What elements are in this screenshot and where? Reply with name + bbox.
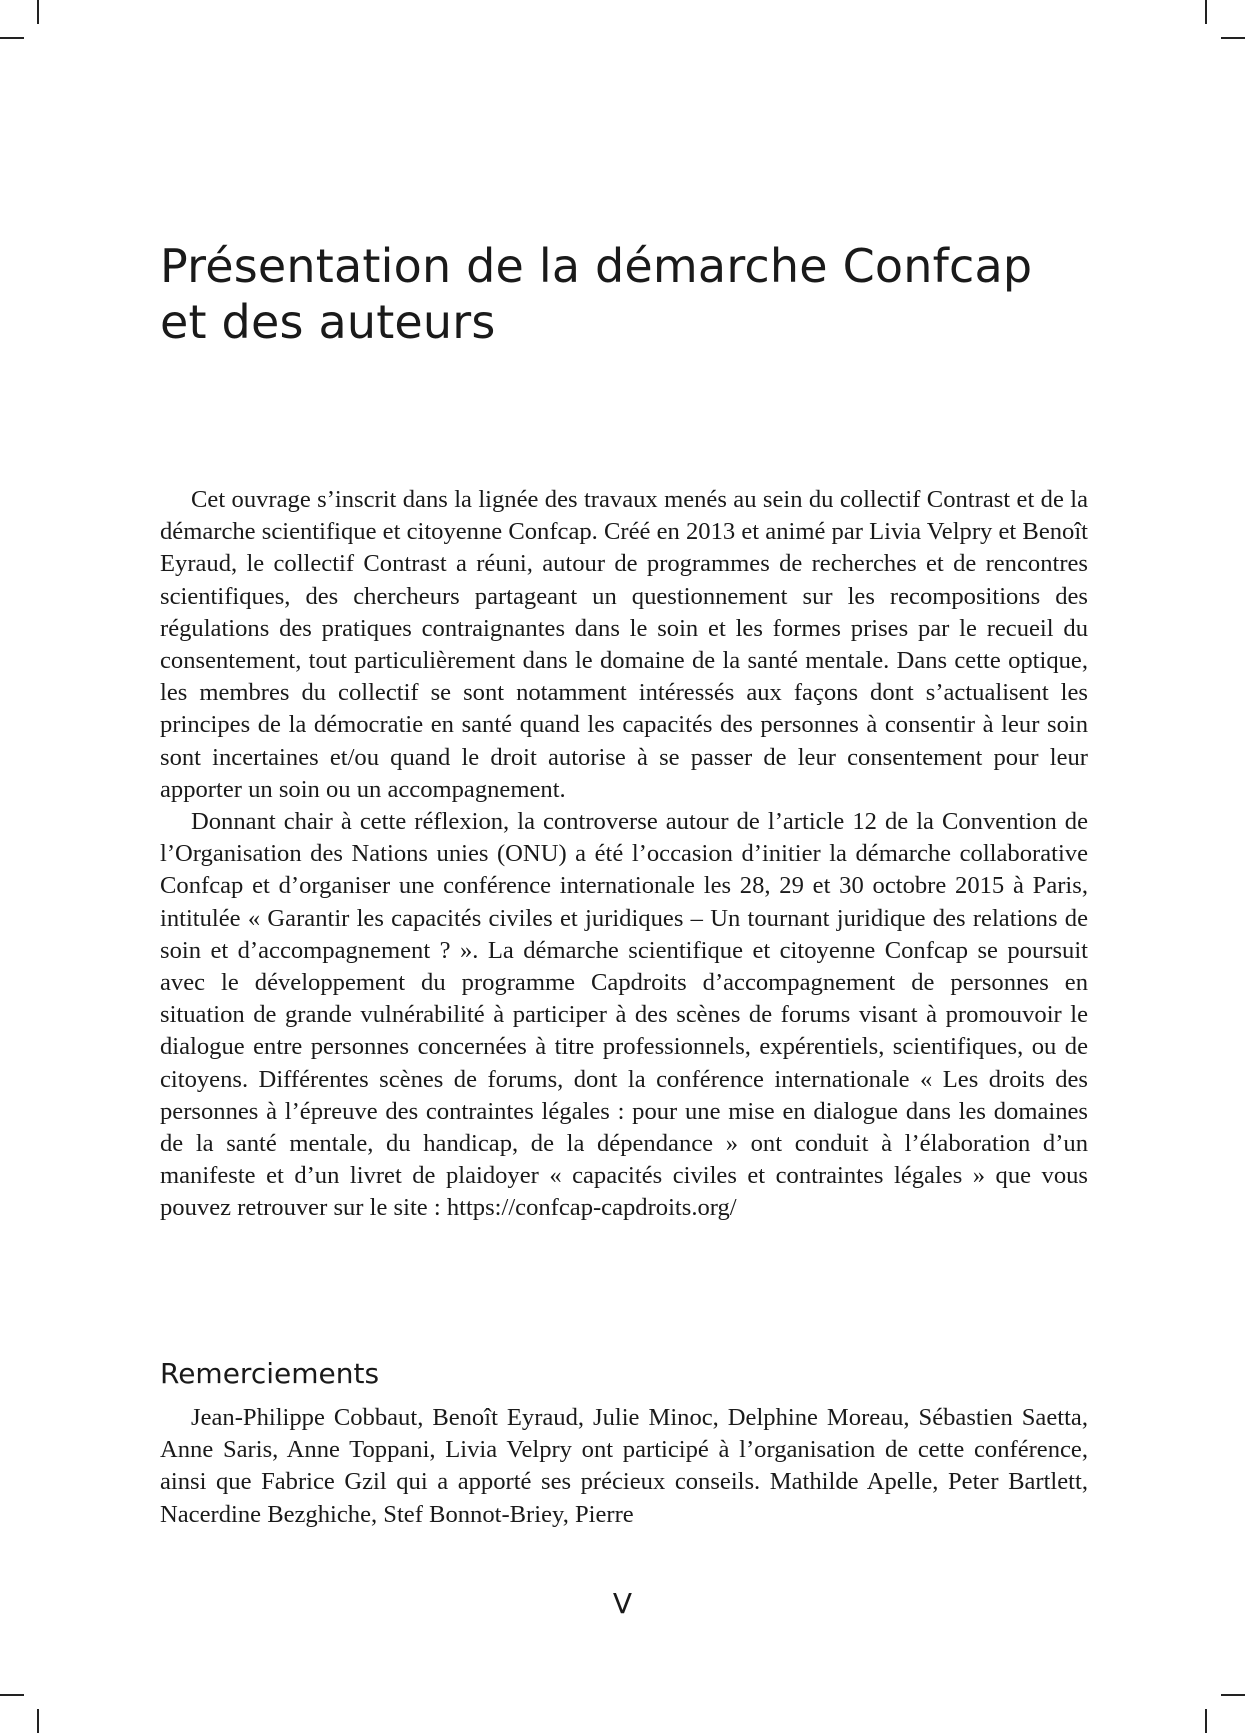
intro-text (160, 484, 1088, 1225)
crop-mark-bottom-right (1205, 1709, 1207, 1733)
page-title (160, 238, 1120, 350)
page-number: V (612, 1587, 633, 1620)
crop-mark-top-left (37, 0, 39, 24)
intro-paragraph-2: Donnant chair à cette réflexion, la controverse autour de l’article 12 de la Convention de l’Organisation des Nations unies (ONU) a été l’occasion d’initier la démarche collaborative Confcap et d’organiser une conférence internationale les 28, 29 et 30 octobre 2015 à Paris, intitulée « Garantir les capacités civiles et juridiques – Un tournant juridique des relations de soin et d’accompagnement ? ». La démarche scientifique et citoyenne Confcap se poursuit avec le développement du programme Capdroits d’accompagnement de personnes en situation de grande vulnérabilité à participer à des scènes de forums visant à promouvoir le dialogue entre personnes concernées à titre professionnels, expérentiels, scientifiques, ou de citoyens. Différentes scènes de forums, dont la conférence internationale « Les droits des personnes à l’épreuve des contraintes légales : pour une mise en dialogue dans les domaines de la santé mentale, du handicap, de la dépendance » ont conduit à l’élaboration d’un manifeste et d’un livret de plaidoyer « capacités civiles et contraintes légales » que vous pouvez retrouver sur le site : https://confcap-capdroits.org/ (160, 808, 1088, 1222)
intro-paragraph-1: Cet ouvrage s’inscrit dans la lignée des travaux menés au sein du collectif Contrast et de la démarche scientifique et citoyenne Confcap. Créé en 2013 et animé par Livia Velpry et Benoît Eyraud, le collectif Contrast a réuni, autour de programmes de recherches et de rencontres scientifiques, des chercheurs partageant un questionnement sur les recompositions des régulations des pratiques contraignantes dans le soin et les formes prises par le recueil du consentement, tout particulièrement dans le domaine de la santé mentale. Dans cette optique, les membres du collectif se sont notamment intéressés aux façons dont s’actualisent les principes de la démocratie en santé quand les capacités des personnes à consentir à leur soin sont incertaines et/ou quand le droit autorise à se passer de leur consentement pour leur apporter un soin ou un accompagnement. (160, 486, 1088, 803)
thanks-paragraph: Jean-Philippe Cobbaut, Benoît Eyraud, Julie Minoc, Delphine Moreau, Sébastien Saetta, Anne Saris, Anne Toppani, Livia Velpry ont participé à l’organisation de cette conférence, ainsi que Fabrice Gzil qui a apporté ses précieux conseils. Mathilde Apelle, Peter Bartlett, Nacerdine Bezghiche, Stef Bonnot-Briey, Pierre (160, 1404, 1088, 1528)
crop-mark-bottom-right (1221, 1694, 1245, 1696)
crop-mark-top-right (1221, 37, 1245, 39)
crop-mark-top-left (0, 37, 24, 39)
page-title-line-1: Présentation de la démarche Confcap (160, 239, 1033, 293)
crop-mark-bottom-left (37, 1709, 39, 1733)
crop-mark-bottom-left (0, 1694, 24, 1696)
section-heading-remerciements: Remerciements (160, 1357, 380, 1390)
page-title-line-2: et des auteurs (160, 295, 496, 349)
crop-mark-top-right (1205, 0, 1207, 24)
thanks-text (160, 1402, 1088, 1531)
